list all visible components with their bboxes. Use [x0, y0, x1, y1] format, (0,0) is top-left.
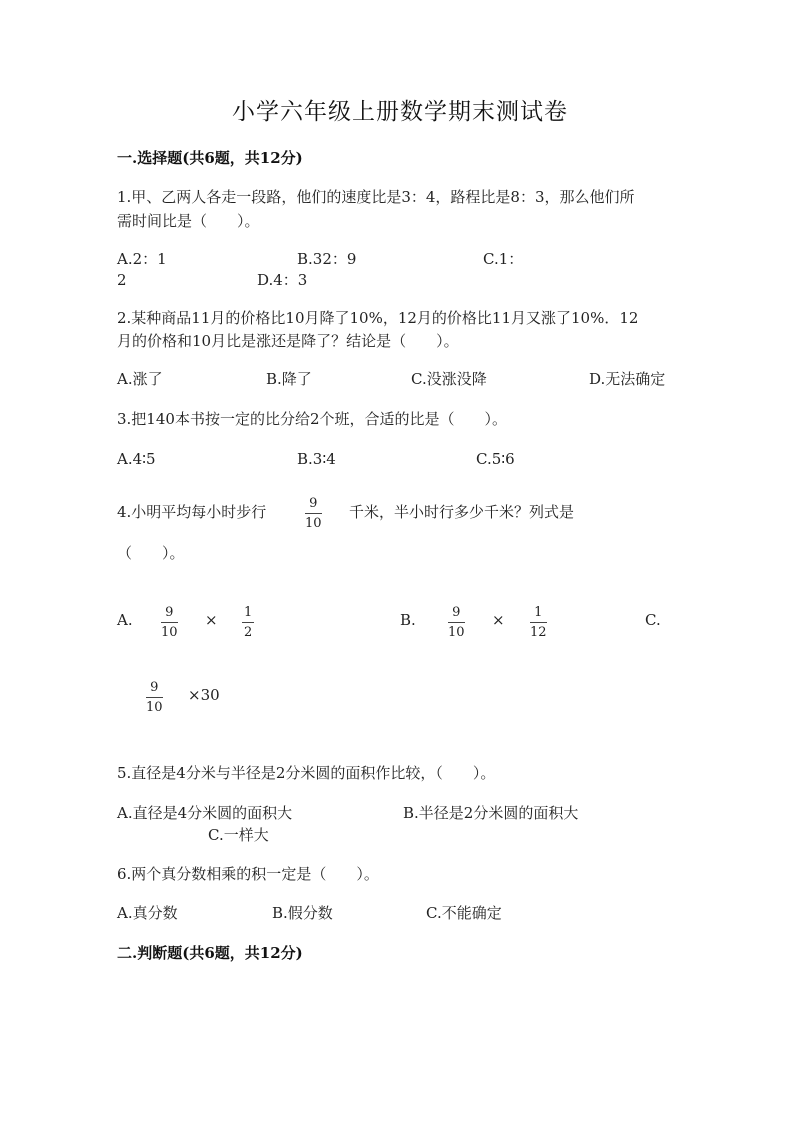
page-title: 小学六年级上册数学期末测试卷: [232, 99, 568, 125]
q1-option-a[interactable]: A.2：1: [117, 250, 167, 268]
q4-option-c-fraction: [146, 681, 163, 714]
q2-option-b[interactable]: B.降了: [266, 370, 312, 388]
q1-line1: 1.甲、乙两人各走一段路，他们的速度比是3：4，路程比是8：3，那么他们所: [117, 188, 635, 206]
q2-line2: 月的价格和10月比是涨还是降了？结论是（ ）。: [117, 332, 459, 350]
times-sign: ×: [492, 611, 505, 629]
q6-option-c[interactable]: C.不能确定: [426, 904, 502, 922]
section-heading-judgment: 二.判断题(共6题，共12分): [117, 944, 303, 962]
q1-option-c-cont: 2: [117, 271, 127, 289]
q2-option-d[interactable]: D.无法确定: [589, 370, 666, 388]
denominator: 10: [161, 625, 178, 640]
numerator: 1: [534, 605, 543, 620]
q4-option-c-tail: ×30: [188, 686, 220, 704]
q1-option-c[interactable]: C.1：: [483, 250, 524, 268]
q5-option-c[interactable]: C.一样大: [208, 826, 269, 844]
q6-option-a[interactable]: A.真分数: [117, 904, 178, 922]
q2-option-a[interactable]: A.涨了: [117, 370, 163, 388]
q4-option-a[interactable]: A.: [117, 611, 133, 629]
q6-line1: 6.两个真分数相乘的积一定是（ ）。: [117, 865, 379, 883]
times-sign: ×: [205, 611, 218, 629]
q4-fraction-numerator: 9: [309, 496, 318, 511]
q1-option-b[interactable]: B.32：9: [297, 250, 357, 268]
q4-option-a-fraction-2: [242, 606, 254, 639]
q2-option-c[interactable]: C.没涨没降: [411, 370, 487, 388]
q4-text-pre: 4.小明平均每小时步行: [117, 503, 267, 521]
numerator: 9: [165, 605, 174, 620]
q4-option-c[interactable]: C.: [645, 611, 661, 629]
q6-option-b[interactable]: B.假分数: [272, 904, 333, 922]
section-heading-choice: 一.选择题(共6题，共12分): [117, 149, 303, 167]
q4-option-a-fraction-1: [161, 606, 178, 639]
q5-option-a[interactable]: A.直径是4分米圆的面积大: [117, 804, 293, 822]
denominator: 12: [530, 625, 547, 640]
q4-option-b[interactable]: B.: [400, 611, 416, 629]
q5-line1: 5.直径是4分米与半径是2分米圆的面积作比较，（ ）。: [117, 764, 496, 782]
numerator: 9: [452, 605, 461, 620]
q1-line2: 需时间比是（ ）。: [117, 212, 260, 230]
q5-option-b[interactable]: B.半径是2分米圆的面积大: [403, 804, 579, 822]
q4-option-b-fraction-2: [530, 606, 547, 639]
q3-option-b[interactable]: B.3∶4: [297, 450, 336, 468]
q4-text-post: 千米，半小时行多少千米？列式是: [349, 503, 575, 521]
denominator: 10: [448, 625, 465, 640]
denominator: 10: [146, 700, 163, 715]
q2-line1: 2.某种商品11月的价格比10月降了10%，12月的价格比11月又涨了10%．12: [117, 309, 639, 327]
q3-line1: 3.把140本书按一定的比分给2个班，合适的比是（ ）。: [117, 410, 507, 428]
q4-fraction-denominator: 10: [305, 516, 322, 531]
q3-option-a[interactable]: A.4∶5: [117, 450, 156, 468]
q4-fraction: [305, 497, 322, 530]
q3-option-c[interactable]: C.5∶6: [476, 450, 515, 468]
denominator: 2: [244, 625, 253, 640]
q4-line2: （ ）。: [117, 544, 185, 562]
numerator: 9: [150, 680, 159, 695]
q1-option-d[interactable]: D.4：3: [257, 271, 308, 289]
numerator: 1: [244, 605, 253, 620]
q4-option-b-fraction-1: [448, 606, 465, 639]
